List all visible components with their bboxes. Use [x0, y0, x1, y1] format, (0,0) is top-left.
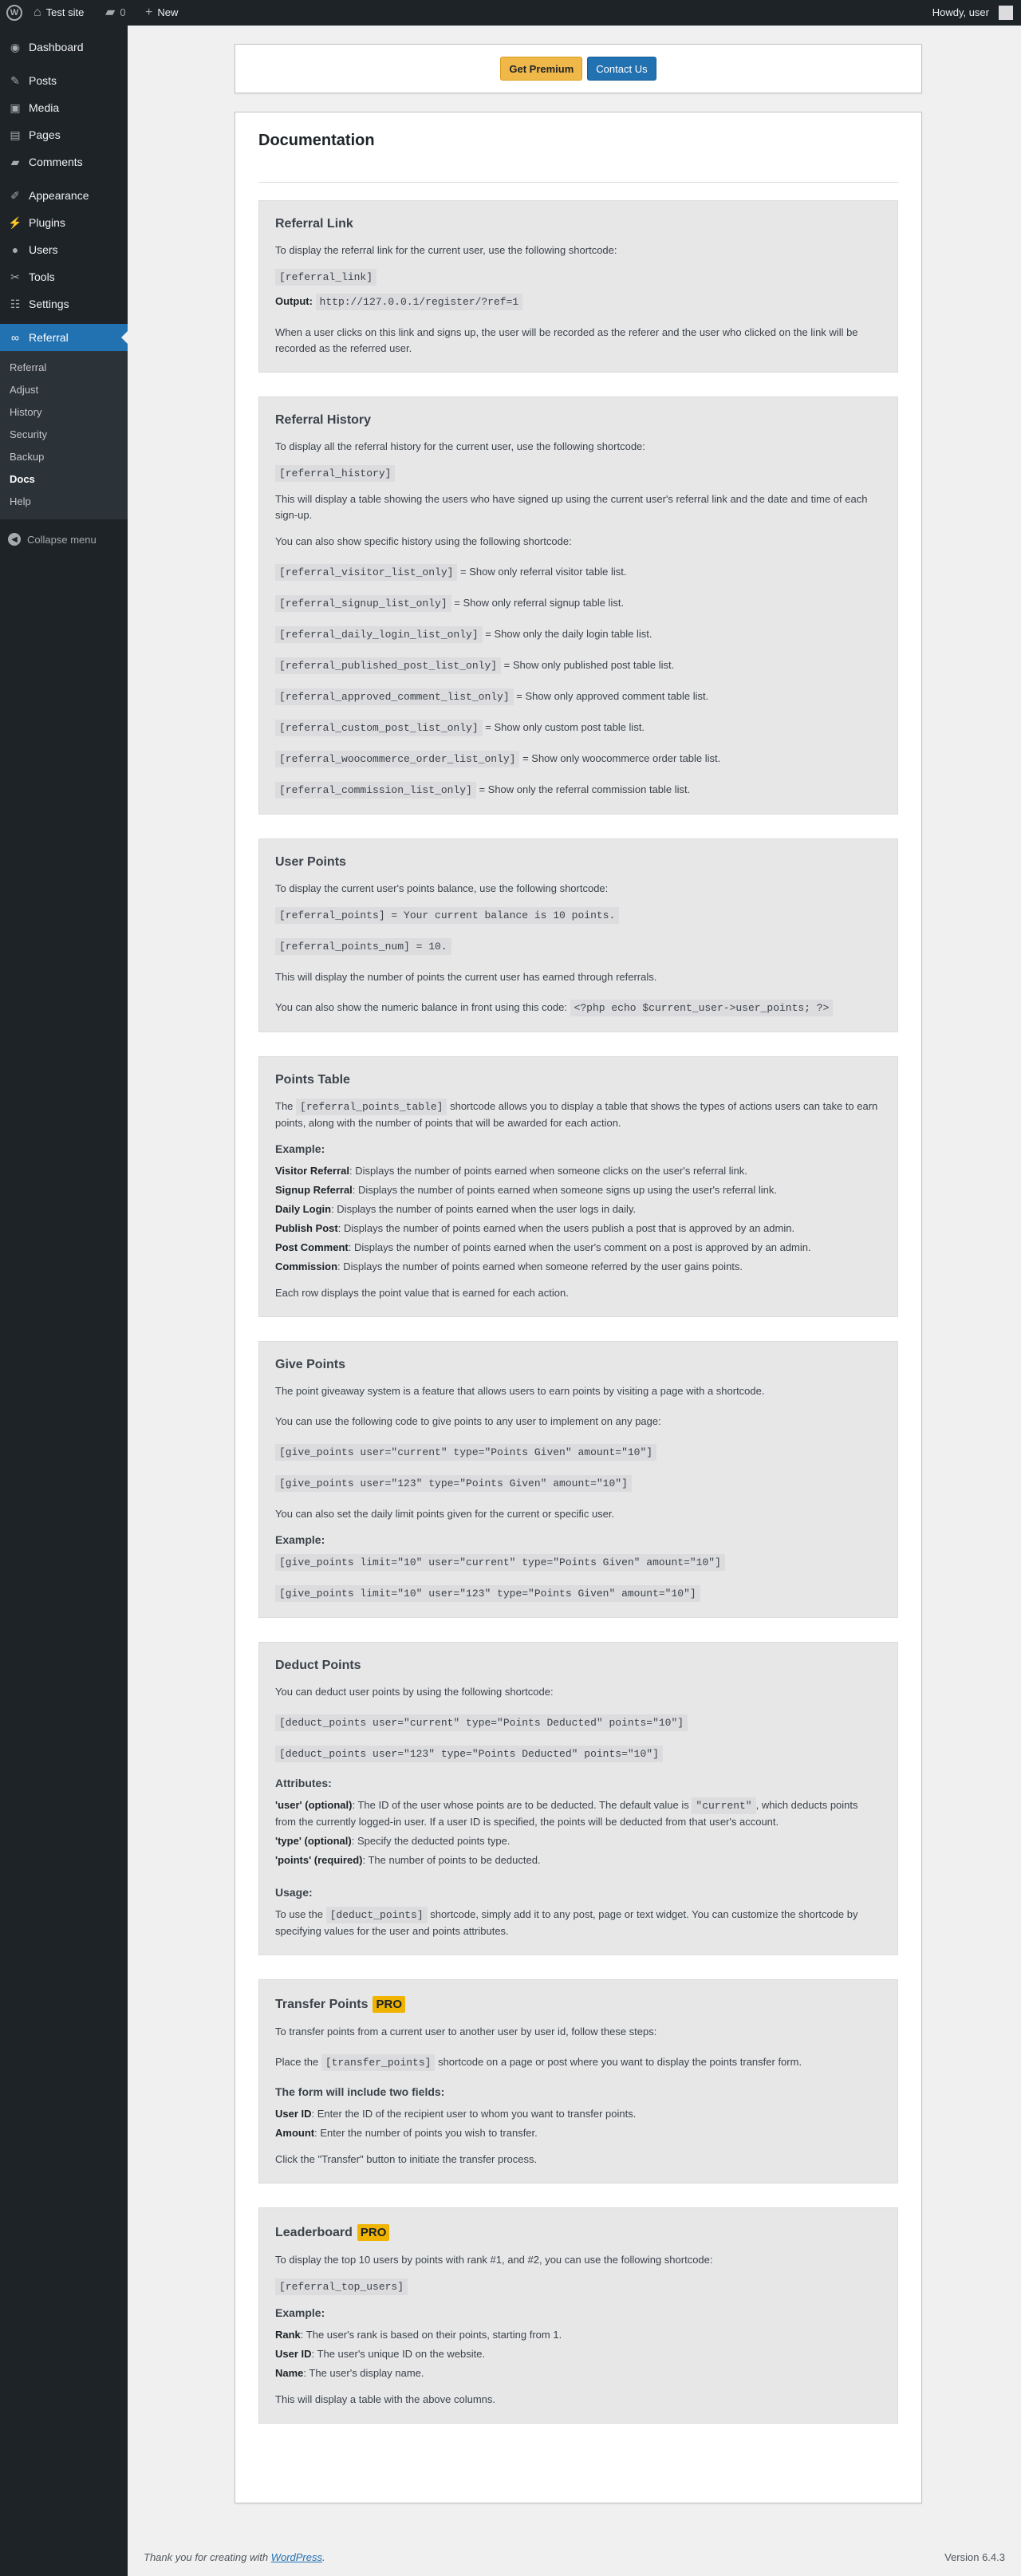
attr-desc: , which deducts points from the currently logged-in user. If a user ID is specified, the points will be deducted from that user's account. — [275, 1799, 858, 1828]
menu-label: Tools — [29, 270, 55, 283]
place-text: Place the — [275, 2056, 319, 2068]
fields-heading: The form will include two fields: — [275, 2085, 445, 2098]
plug-icon: ⚡ — [8, 215, 22, 229]
collapse-menu-button[interactable] — [0, 526, 128, 553]
item-desc: : Displays the number of points earned when the user's comment on a post is approved by an admin. — [348, 1241, 811, 1253]
menu-label: Appearance — [29, 189, 89, 202]
pin-icon: ✎ — [10, 73, 20, 87]
attr-desc: : The ID of the user whose points are to be deducted. The default value is — [352, 1799, 689, 1811]
item-desc: = Show only referral signup table list. — [451, 597, 625, 609]
section-title: User Points — [275, 855, 346, 869]
shortcode: [referral_commission_list_only] — [275, 782, 476, 799]
item-desc: : Displays the number of points earned when the users publish a post that is approved by an admin. — [337, 1222, 795, 1234]
section-title: Referral Link — [275, 217, 353, 231]
shortcode: [give_points limit="10" user="123" type="Points Given" amount="10"] — [275, 1585, 700, 1602]
site-name: Test site — [45, 6, 85, 18]
submenu-security[interactable]: Security — [10, 428, 47, 440]
column-desc: : The user's display name. — [303, 2367, 424, 2379]
usage-heading: Usage: — [275, 1886, 313, 1899]
history-item — [275, 626, 881, 643]
attr-desc: : Specify the deducted points type. — [351, 1835, 510, 1847]
history-item — [275, 564, 881, 581]
menu-referral[interactable] — [0, 324, 128, 351]
menu-pages[interactable] — [0, 121, 128, 148]
submenu-referral[interactable]: Referral — [10, 361, 47, 373]
comments-count: 0 — [120, 6, 126, 18]
attr-label: 'user' (optional) — [275, 1799, 353, 1811]
item-desc: = Show only custom post table list. — [482, 721, 645, 733]
site-name-link[interactable] — [34, 0, 84, 26]
comments-link[interactable] — [105, 0, 126, 26]
leaderboard-section — [258, 2207, 898, 2424]
home-icon: ⌂ — [34, 6, 41, 19]
menu-posts[interactable] — [0, 67, 128, 94]
item-desc: = Show only the daily login table list. — [482, 628, 652, 640]
link-icon: ∞ — [11, 331, 19, 344]
avatar — [999, 6, 1013, 20]
settings-icon: ☷ — [10, 297, 21, 310]
item-desc: : Displays the number of points earned when someone clicks on the user's referral link. — [349, 1165, 747, 1177]
referral-submenu — [0, 351, 128, 519]
column-desc: : The user's rank is based on their points, starting from 1. — [300, 2329, 562, 2341]
attr-label: 'type' (optional) — [275, 1835, 352, 1847]
section-footer: Each row displays the point value that is earned for each action. — [275, 1287, 569, 1299]
section-title: Deduct Points — [275, 1659, 361, 1672]
shortcode: [deduct_points user="current" type="Points Deducted" points="10"] — [275, 1714, 688, 1731]
submenu-backup[interactable]: Backup — [10, 451, 45, 463]
section-intro: To display the top 10 users by points with rank #1, and #2, you can use the following shortcode: — [275, 2254, 713, 2266]
item-label: Publish Post — [275, 1222, 338, 1234]
admin-footer — [144, 2551, 1005, 2563]
example-heading: Example: — [275, 1533, 325, 1546]
section-title: Transfer Points — [275, 1997, 369, 2011]
shortcode: [referral_visitor_list_only] — [275, 564, 457, 581]
menu-label: Posts — [29, 74, 57, 87]
php-code: <?php echo $current_user->user_points; ?> — [570, 1000, 834, 1016]
pro-badge: PRO — [373, 1996, 405, 2013]
usage-text: To use the — [275, 1908, 323, 1920]
intro-text: The — [275, 1100, 294, 1112]
column-label: User ID — [275, 2348, 312, 2360]
section-intro: To display all the referral history for the current user, use the following shortcode: — [275, 440, 645, 452]
shortcode: [referral_history] — [275, 465, 395, 482]
usage-text: shortcode, simply add it to any post, page or text widget. You can customize the shortcode by specifying values for the user and points attributes. — [275, 1908, 858, 1937]
new-label: New — [157, 6, 179, 18]
item-desc: = Show only referral visitor table list. — [457, 566, 627, 578]
field-desc: : Enter the ID of the recipient user to whom you want to transfer points. — [311, 2108, 637, 2120]
media-icon: ▣ — [10, 101, 21, 114]
item-label: Commission — [275, 1260, 338, 1272]
item-desc: = Show only the referral commission table list. — [475, 783, 691, 795]
footer-thanks — [144, 2551, 325, 2563]
example-heading: Example: — [275, 2306, 325, 2319]
field-label: Amount — [275, 2127, 315, 2139]
menu-users[interactable] — [0, 236, 128, 263]
item-label: Daily Login — [275, 1203, 332, 1215]
shortcode: [referral_custom_post_list_only] — [275, 720, 483, 736]
item-desc: : Displays the number of points earned when someone signs up using the user's referral link. — [352, 1184, 777, 1196]
history-item — [275, 688, 881, 705]
submenu-help[interactable]: Help — [10, 495, 31, 507]
referral-history-section — [258, 396, 898, 815]
contact-us-button[interactable]: Contact Us — [587, 57, 656, 81]
numeric-text: You can also show the numeric balance in front using this code: — [275, 1001, 567, 1013]
thanks-text: Thank you for creating with — [144, 2551, 269, 2563]
version-text: Version 6.4.3 — [944, 2551, 1005, 2563]
shortcode: [referral_daily_login_list_only] — [275, 626, 483, 643]
shortcode: [give_points user="current" type="Points Given" amount="10"] — [275, 1444, 656, 1461]
menu-media[interactable] — [0, 94, 128, 121]
collapse-label: Collapse menu — [27, 533, 97, 546]
shortcode: [referral_points_table] — [296, 1099, 447, 1115]
wrench-icon: ✂ — [10, 270, 20, 283]
shortcode: [referral_woocommerce_order_list_only] — [275, 751, 519, 767]
pro-badge: PRO — [357, 2224, 390, 2241]
column-label: Rank — [275, 2329, 301, 2341]
shortcode: [referral_points_num] = 10. — [275, 938, 451, 955]
howdy-text: Howdy, user — [932, 6, 989, 18]
menu-label: Media — [29, 101, 60, 114]
item-desc: : Displays the number of points earned when the user logs in daily. — [331, 1203, 637, 1215]
shortcode: [referral_signup_list_only] — [275, 595, 451, 612]
history-item — [275, 720, 881, 736]
thanks-text: . — [322, 2551, 325, 2563]
section-footer: Click the "Transfer" button to initiate the transfer process. — [275, 2153, 538, 2165]
menu-label: Users — [29, 243, 58, 256]
output-value: http://127.0.0.1/register/?ref=1 — [316, 294, 523, 310]
section-usage: You can use the following code to give points to any user to implement on any page: — [275, 1415, 661, 1427]
submenu-history[interactable]: History — [10, 406, 42, 418]
transfer-points-section — [258, 1979, 898, 2183]
wordpress-link[interactable]: WordPress — [270, 2551, 322, 2563]
plus-icon: + — [145, 6, 153, 19]
shortcode: [give_points user="123" type="Points Given" amount="10"] — [275, 1475, 632, 1492]
section-intro: The point giveaway system is a feature that allows users to earn points by visiting a page with a shortcode. — [275, 1385, 765, 1397]
section-title: Give Points — [275, 1358, 346, 1371]
column-desc: : The user's unique ID on the website. — [311, 2348, 486, 2360]
give-points-section — [258, 1341, 898, 1618]
item-desc: = Show only approved comment table list. — [513, 690, 709, 702]
pages-icon: ▤ — [10, 128, 21, 141]
menu-appearance[interactable] — [0, 182, 128, 209]
attr-desc: : The number of points to be deducted. — [362, 1854, 541, 1866]
section-limit: You can also set the daily limit points given for the current or specific user. — [275, 1508, 615, 1520]
example-heading: Example: — [275, 1142, 325, 1155]
attributes-heading: Attributes: — [275, 1777, 332, 1789]
my-account-link[interactable] — [932, 0, 1013, 26]
menu-settings[interactable] — [0, 290, 128, 318]
history-item — [275, 751, 881, 767]
section-intro: You can deduct user points by using the following shortcode: — [275, 1686, 554, 1698]
menu-label: Referral — [29, 331, 69, 344]
section-note: When a user clicks on this link and signs up, the user will be recorded as the referer and the user who clicked on the link will be recorded as the referred user. — [275, 326, 858, 354]
column-label: Name — [275, 2367, 304, 2379]
field-desc: : Enter the number of points you wish to transfer. — [314, 2127, 538, 2139]
section-title: Leaderboard — [275, 2225, 353, 2239]
section-footer: This will display a table with the above columns. — [275, 2393, 496, 2405]
section-title: Points Table — [275, 1073, 350, 1087]
menu-label: Pages — [29, 128, 61, 141]
brush-icon: ✐ — [10, 188, 20, 202]
shortcode: [referral_points] = Your current balance is 10 points. — [275, 907, 619, 924]
user-points-section — [258, 838, 898, 1032]
new-content-link[interactable] — [145, 0, 178, 26]
menu-comments[interactable] — [0, 148, 128, 176]
referral-link-section — [258, 200, 898, 373]
section-intro: To display the current user's points balance, use the following shortcode: — [275, 882, 609, 894]
dashboard-icon: ◉ — [10, 40, 21, 53]
section-specific: You can also show specific history using the following shortcode: — [275, 535, 572, 547]
points-table-section — [258, 1056, 898, 1317]
admin-sidebar — [0, 26, 128, 2576]
item-label: Post Comment — [275, 1241, 349, 1253]
shortcode: [referral_published_post_list_only] — [275, 657, 501, 674]
comment-icon: ▰ — [105, 6, 116, 19]
section-desc: This will display the number of points the current user has earned through referrals. — [275, 971, 657, 983]
menu-plugins[interactable] — [0, 209, 128, 236]
place-text: shortcode on a page or post where you want to display the points transfer form. — [438, 2056, 802, 2068]
section-desc: This will display a table showing the users who have signed up using the current user's referral link and the date and time of each sign-up. — [275, 493, 868, 521]
shortcode: [referral_approved_comment_list_only] — [275, 688, 514, 705]
field-label: User ID — [275, 2108, 312, 2120]
wordpress-logo-icon[interactable]: W — [6, 5, 22, 21]
admin-bar — [0, 0, 1021, 26]
menu-label: Dashboard — [29, 41, 84, 53]
submenu-adjust[interactable]: Adjust — [10, 384, 39, 396]
history-item — [275, 657, 881, 674]
attr-code: "current" — [692, 1797, 755, 1814]
item-desc: : Displays the number of points earned when someone referred by the user gains points. — [337, 1260, 743, 1272]
page-title: Documentation — [258, 132, 898, 183]
submenu-docs[interactable]: Docs — [10, 473, 35, 485]
output-label: Output: — [275, 295, 313, 307]
shortcode: [deduct_points] — [326, 1907, 428, 1923]
shortcode: [give_points limit="10" user="current" type="Points Given" amount="10"] — [275, 1554, 725, 1571]
item-label: Signup Referral — [275, 1184, 353, 1196]
action-box — [235, 44, 922, 93]
attr-label: 'points' (required) — [275, 1854, 363, 1866]
shortcode: [deduct_points user="123" type="Points Deducted" points="10"] — [275, 1746, 663, 1762]
intro-text: shortcode allows you to display a table that shows the types of actions users can take to earn points, along with the number of points that will be awarded for each action. — [275, 1100, 878, 1129]
section-intro: To transfer points from a current user to another user by user id, follow these steps: — [275, 2026, 657, 2038]
item-desc: = Show only woocommerce order table list. — [519, 752, 721, 764]
history-item — [275, 595, 881, 612]
menu-tools[interactable] — [0, 263, 128, 290]
section-title: Referral History — [275, 413, 372, 427]
users-icon: ● — [11, 243, 19, 256]
menu-dashboard[interactable] — [0, 34, 128, 61]
shortcode: [referral_top_users] — [275, 2278, 408, 2295]
item-label: Visitor Referral — [275, 1165, 349, 1177]
item-desc: = Show only published post table list. — [501, 659, 675, 671]
collapse-icon: ◀ — [8, 533, 21, 546]
menu-label: Settings — [29, 298, 69, 310]
menu-label: Comments — [29, 156, 83, 168]
get-premium-button[interactable]: Get Premium — [500, 57, 582, 81]
history-item — [275, 782, 881, 799]
documentation-panel — [235, 112, 922, 2503]
section-intro: To display the referral link for the current user, use the following shortcode: — [275, 244, 617, 256]
menu-label: Plugins — [29, 216, 65, 229]
comment-icon: ▰ — [10, 155, 20, 168]
shortcode: [transfer_points] — [321, 2054, 436, 2071]
shortcode: [referral_link] — [275, 269, 376, 286]
deduct-points-section — [258, 1642, 898, 1955]
